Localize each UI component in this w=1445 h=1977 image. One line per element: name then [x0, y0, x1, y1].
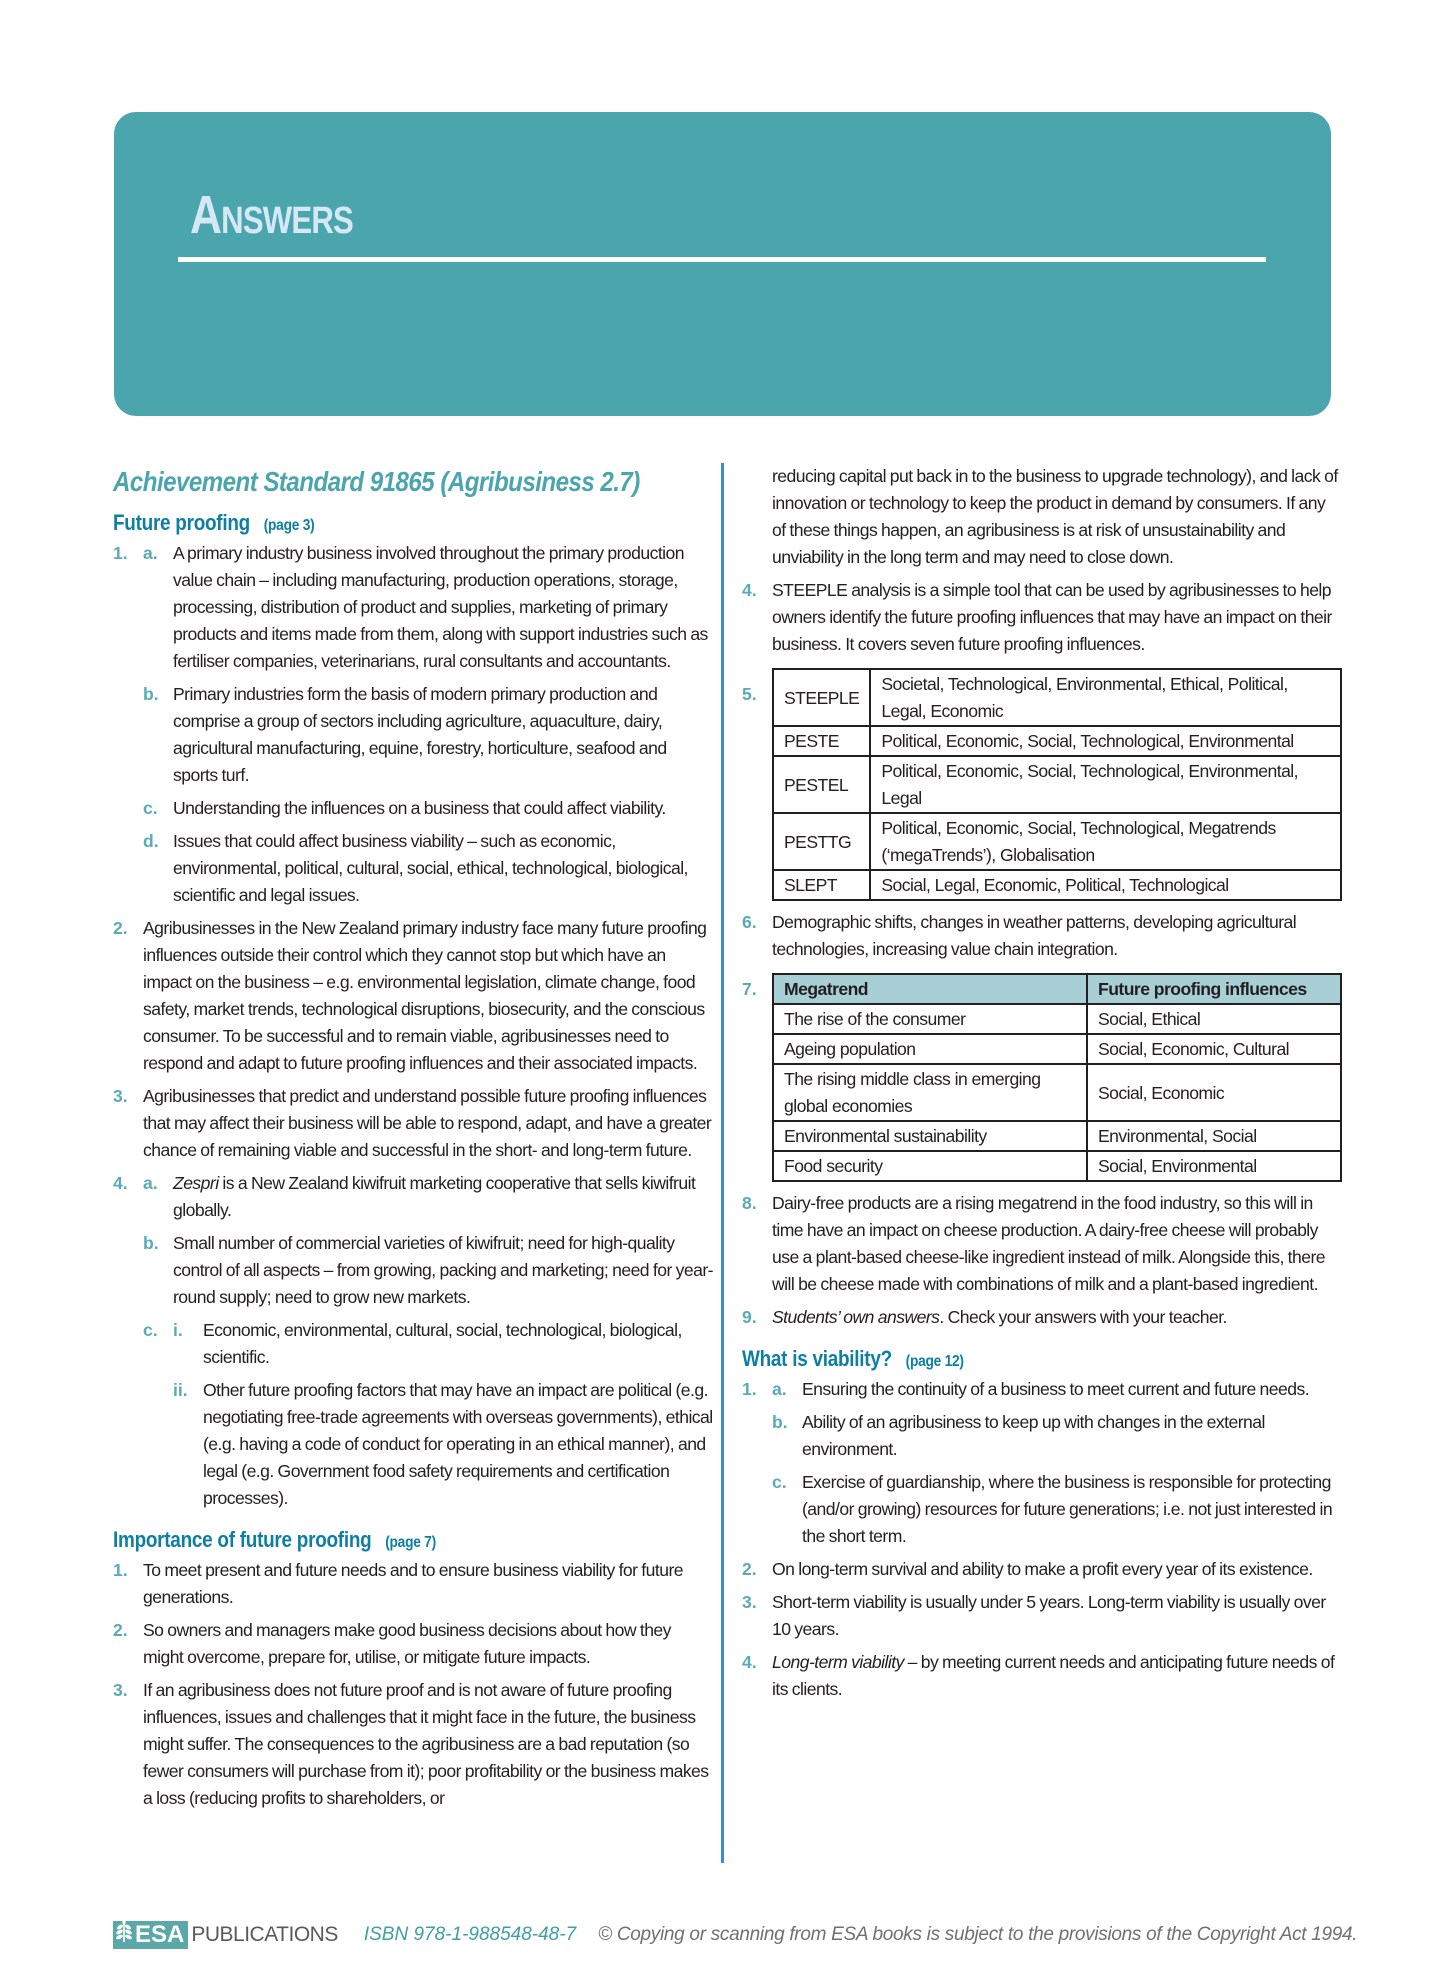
answer-text	[772, 1304, 1342, 1331]
sub-answer	[143, 1317, 713, 1512]
acronym-cell: PESTE	[773, 726, 870, 756]
answer-text: Other future proofing factors that may have an impact are political (e.g. negotiating free-trade agreements with overseas governments), ethical (e.g. having a code of conduct for operating in an ethical manner), and legal (e.g. Government food safety requirements and certification processes).	[203, 1380, 713, 1508]
answer-item	[113, 1617, 713, 1671]
sub-answer	[143, 681, 713, 789]
item-number: 4.	[742, 580, 757, 600]
item-number: 8.	[742, 1193, 757, 1213]
table-row	[773, 870, 1341, 900]
page-reference: (page 3)	[263, 517, 315, 534]
answer-text: Ensuring the continuity of a business to meet current and future needs.	[802, 1379, 1310, 1399]
table-row	[773, 726, 1341, 756]
sub-label: a.	[143, 1173, 158, 1193]
sub-sub-answer	[173, 1377, 713, 1512]
item-number: 2.	[113, 1620, 128, 1640]
influences-cell: Social, Economic	[1087, 1064, 1341, 1121]
item-number: 1.	[113, 1560, 128, 1580]
section-heading-importance	[113, 1526, 629, 1557]
answer-text: Economic, environmental, cultural, social, technological, biological, scientific.	[203, 1320, 682, 1367]
logo-text: ESA	[135, 1921, 185, 1948]
meaning-cell: Political, Economic, Social, Technological, Environmental	[870, 726, 1341, 756]
answer-text-rest: – by meeting current needs and anticipating future needs of its clients.	[772, 1652, 1335, 1699]
page-reference: (page 12)	[905, 1353, 964, 1370]
answer-text	[173, 1170, 713, 1224]
answer-text: Dairy-free products are a rising megatrend in the food industry, so this will in time have an impact on cheese production. A dairy-free cheese will probably use a plant-based cheese-like ingredient instead of milk. Alongside this, there will be cheese made with combinations of milk and a plant-based ingredient.	[772, 1193, 1326, 1294]
table-row	[773, 1064, 1341, 1121]
influences-cell: Social, Ethical	[1087, 1004, 1341, 1034]
meaning-cell: Social, Legal, Economic, Political, Technological	[870, 870, 1341, 900]
page-title: Answers	[190, 185, 354, 245]
section-heading-future-proofing	[113, 509, 629, 540]
table-row	[773, 1151, 1341, 1181]
table-row	[773, 1121, 1341, 1151]
item-number: 2.	[113, 918, 128, 938]
answer-item-table	[742, 973, 1342, 1182]
sub-answer	[143, 1170, 713, 1224]
influences-cell: Environmental, Social	[1087, 1121, 1341, 1151]
sub-answer	[143, 828, 713, 909]
leaf-icon	[115, 1919, 133, 1951]
copyright-notice: © Copying or scanning from ESA books is subject to the provisions of the Copyright Act 1994.	[598, 1924, 1358, 1945]
meaning-cell: Societal, Technological, Environmental, Ethical, Political, Legal, Economic	[870, 669, 1341, 726]
sub-answer	[143, 1230, 713, 1311]
megatrend-cell: The rise of the consumer	[773, 1004, 1087, 1034]
answer-item	[113, 915, 713, 1077]
answer-text: To meet present and future needs and to ensure business viability for future generations.	[143, 1560, 683, 1607]
answer-item	[742, 1190, 1342, 1298]
answer-text: Agribusinesses that predict and understand possible future proofing influences that may affect their business will be able to respond, adapt, and have a greater chance of remaining viable and successful in the short- and long-term future.	[143, 1086, 712, 1160]
sub-label: a.	[772, 1379, 787, 1399]
section-title: What is viability?	[742, 1346, 892, 1371]
answer-text: Agribusinesses in the New Zealand primary industry face many future proofing influences outside their control which they cannot stop but which have an impact on the business – e.g. environmental legislation, climate change, food safety, market trends, technological disruptions, biosecurity, and the conscious consumer. To be successful and to remain viable, agribusinesses need to respond and adapt to future proofing influences and their associated impacts.	[143, 918, 707, 1073]
answer-text: Understanding the influences on a business that could affect viability.	[173, 798, 666, 818]
answer-item	[742, 1556, 1342, 1583]
sub-label: c.	[143, 1320, 158, 1340]
page-reference: (page 7)	[385, 1534, 436, 1551]
table-row	[773, 813, 1341, 870]
answer-text: Demographic shifts, changes in weather patterns, developing agricultural technologies, increasing value chain integration.	[772, 912, 1297, 959]
answer-text: If an agribusiness does not future proof and is not aware of future proofing influences, issues and challenges that it might face in the future, the business might suffer. The consequences to the agribusiness are a bad reputation (so fewer consumers will purchase from it); poor profitability or the business makes a loss (reducing profits to shareholders, or	[143, 1680, 709, 1808]
left-column	[113, 463, 713, 1815]
sub-label: b.	[772, 1412, 788, 1432]
sub-label: c.	[143, 798, 158, 818]
acronym-cell: PESTEL	[773, 756, 870, 813]
answer-text: On long-term survival and ability to make a profit every year of its existence.	[772, 1559, 1313, 1579]
item-number: 3.	[742, 1592, 757, 1612]
column-header: Megatrend	[773, 974, 1087, 1004]
sub-label: c.	[772, 1472, 787, 1492]
answer-text: reducing capital put back in to the business to upgrade technology), and lack of innovation or technology to keep the product in demand by consumers. If any of these things happen, an agribusiness is at risk of unsustainability and unviability in the long term and may need to close down.	[772, 466, 1338, 567]
answer-item	[113, 1677, 713, 1812]
answer-item	[113, 540, 713, 909]
answer-item	[113, 1557, 713, 1611]
answer-text: Primary industries form the basis of modern primary production and comprise a group of sectors including agriculture, aquaculture, dairy, agricultural manufacturing, equine, forestry, horticulture, seafood and sports turf.	[173, 684, 667, 785]
answer-text: So owners and managers make good business decisions about how they might overcome, prepare for, utilise, or mitigate future impacts.	[143, 1620, 671, 1667]
right-column	[742, 463, 1342, 1706]
item-number: 7.	[742, 979, 757, 999]
answer-item-continued	[742, 463, 1342, 571]
column-header: Future proofing influences	[1087, 974, 1341, 1004]
acronym-cell: PESTTG	[773, 813, 870, 870]
sub-answer	[143, 795, 713, 822]
page-footer	[113, 1920, 1357, 1950]
acronym-cell: STEEPLE	[773, 669, 870, 726]
emphasis-text: Long-term viability	[772, 1652, 904, 1672]
roman-label: ii.	[173, 1380, 188, 1400]
answer-item	[742, 577, 1342, 658]
roman-label: i.	[173, 1320, 183, 1340]
section-title: Future proofing	[113, 510, 250, 535]
answer-text-rest: is a New Zealand kiwifruit marketing cooperative that sells kiwifruit globally.	[173, 1173, 696, 1220]
influences-cell: Social, Economic, Cultural	[1087, 1034, 1341, 1064]
answer-text: Exercise of guardianship, where the business is responsible for protecting (and/or growing) resources for future generations; i.e. not just interested in the short term.	[802, 1472, 1333, 1546]
answer-item	[742, 1649, 1342, 1703]
item-number: 4.	[113, 1173, 128, 1193]
sub-label: b.	[143, 684, 159, 704]
item-number: 3.	[113, 1680, 128, 1700]
column-divider	[721, 463, 724, 1863]
header-rule	[178, 257, 1266, 262]
company-name: Zespri	[173, 1173, 219, 1193]
answer-text: A primary industry business involved throughout the primary production value chain – including manufacturing, production operations, storage, processing, distribution of product and supplies, marketing of primary products and items made from them, along with support industries such as fertiliser companies, veterinarians, rural consultants and accountants.	[173, 543, 708, 671]
item-number: 1.	[113, 543, 128, 563]
answer-text: Issues that could affect business viability – such as economic, environmental, political, cultural, social, ethical, technological, biological, scientific and legal issues.	[173, 831, 688, 905]
sub-answer	[143, 540, 713, 675]
acronym-cell: SLEPT	[773, 870, 870, 900]
item-number: 4.	[742, 1652, 757, 1672]
publisher-logo	[113, 1921, 188, 1949]
section-heading-viability	[742, 1345, 1258, 1376]
answer-item-table	[742, 668, 1342, 901]
item-number: 9.	[742, 1307, 757, 1327]
table-row	[773, 669, 1341, 726]
item-number: 2.	[742, 1559, 757, 1579]
answer-item	[742, 1304, 1342, 1331]
answer-text-rest: . Check your answers with your teacher.	[939, 1307, 1227, 1327]
sub-label: b.	[143, 1233, 159, 1253]
influences-cell: Social, Environmental	[1087, 1151, 1341, 1181]
publisher-name: PUBLICATIONS	[191, 1923, 338, 1946]
answer-text	[772, 1649, 1342, 1703]
item-number: 5.	[742, 684, 757, 704]
section-title: Importance of future proofing	[113, 1527, 372, 1552]
megatrend-cell: Environmental sustainability	[773, 1121, 1087, 1151]
emphasis-text: Students’ own answers	[772, 1307, 940, 1327]
sub-label: a.	[143, 543, 158, 563]
sub-answer	[772, 1409, 1342, 1463]
sub-answer	[772, 1469, 1342, 1550]
item-number: 6.	[742, 912, 757, 932]
meaning-cell: Political, Economic, Social, Technological, Environmental, Legal	[870, 756, 1341, 813]
acronym-table	[772, 668, 1342, 901]
answer-item	[742, 909, 1342, 963]
item-number: 3.	[113, 1086, 128, 1106]
answer-text: Small number of commercial varieties of kiwifruit; need for high-quality control of all aspects – from growing, packing and marketing; need for year-round supply; need to grow new markets.	[173, 1233, 713, 1307]
sub-label: d.	[143, 831, 159, 851]
megatrend-cell: Food security	[773, 1151, 1087, 1181]
answer-item	[113, 1083, 713, 1164]
sub-sub-answer	[173, 1317, 713, 1371]
isbn: ISBN 978-1-988548-48-7	[363, 1924, 577, 1945]
answer-text: Short-term viability is usually under 5 years. Long-term viability is usually over 10 years.	[772, 1592, 1326, 1639]
megatrend-table	[772, 973, 1342, 1182]
item-number: 1.	[742, 1379, 757, 1399]
answer-item	[742, 1589, 1342, 1643]
answer-text: STEEPLE analysis is a simple tool that can be used by agribusinesses to help owners identify the future proofing influences that may have an impact on their business. It covers seven future proofing influences.	[772, 580, 1332, 654]
standard-title: Achievement Standard 91865 (Agribusiness 2.7)	[113, 466, 640, 497]
table-header-row	[773, 974, 1341, 1004]
table-row	[773, 1034, 1341, 1064]
sub-answer	[772, 1376, 1342, 1403]
answer-text: Ability of an agribusiness to keep up with changes in the external environment.	[802, 1412, 1265, 1459]
table-row	[773, 756, 1341, 813]
header-banner	[114, 112, 1331, 416]
megatrend-cell: Ageing population	[773, 1034, 1087, 1064]
answer-item	[113, 1170, 713, 1512]
meaning-cell: Political, Economic, Social, Technological, Megatrends (‘megaTrends’), Globalisation	[870, 813, 1341, 870]
table-row	[773, 1004, 1341, 1034]
megatrend-cell: The rising middle class in emerging global economies	[773, 1064, 1087, 1121]
answer-item	[742, 1376, 1342, 1550]
